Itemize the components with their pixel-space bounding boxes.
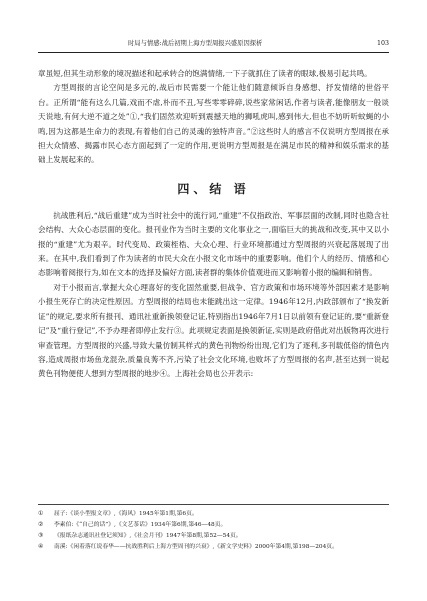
- footnote-text: 南溪:《闲着落红说春华——抗战胜利后上海方型周刊的兴衰》,《新文学史料》2000年第4期,第198—204页。: [54, 544, 338, 550]
- footnote: [38, 520, 389, 531]
- paragraph: 章虽短,但其生动形象的境况描述和起承转合的饱满情绪,一下子就抓住了读者的眼球,极易引起共鸣。: [38, 69, 372, 78]
- paragraph: 抗战胜利后,“战后重建”成为当时社会中的流行词,“重建”不仅指政治、军事层面的改制,同时也隐含社会结构、大众心态层面的变化。报刊业作为当时主要的文化事业之一,面临巨大的挑战和改变,其中又以小报的“重建”尤为艰辛。时代变局、政策桎梏、大众心理、行业环境都通过方型周报的兴衰起落展现了出来。在其中,我们看到了作为读者的市民大众在小报文化市场中的重要影响。他们个人的经历、情感和心态影响着阅报行为,如在文本的选择及偏好方面,读者群的集体价值观进而又影响着小报的编辑和销售。: [38, 210, 389, 278]
- paragraph: 方型周报的言论空间是多元的,战后市民需要一个能让他们随意倾诉自身感想、抒发情绪的世俗平台。正所谓“能有这么几篇,戏而不虐,朴而不丑,写些零零碎碎,说些家常闲话,作者与读者,能像朋友一般谈天说地,有何大逆不道之处”①,“我们固然欢迎听到震撼天地的狮吼虎叫,感到伟大,但也不妨听听蚊蝇的小鸣,因为这都是生命力的表现,有着他们自己的灵魂的独特声音。”②这些时人的感言不仅说明方型周报在承担大众情感、揭露市民心态方面起到了一定的作用,更说明方型周报是在满足市民的精神和娱乐需求的基础上发展起来的。: [38, 83, 389, 165]
- footnote: [38, 509, 389, 520]
- page-number: 103: [376, 40, 389, 47]
- running-head: [38, 38, 389, 53]
- paragraph: 对于小报而言,掌握大众心理喜好的变化固然重要,但战争、官方政策和市场环境等外部因素才是影响小报生死存亡的决定性原因。方型周报的结局也未能跳出这一定律。1946年12月,内政部颁布了“换发新证”的规定,要求所有报刊、通讯社重新换领登记证,特别指出1946年7月1日以前领有登记证的,要“重新登记”及“重行登记”,不予办理者即停止发行③。此项规定表面是换领新证,实则是政府借此对出版物再次进行审查管理。方型周报的兴盛,导致大量仿制其样式的黄色刊物纷纷出现,它们为了逐利,多刊载低俗的情色内容,造成周报市场鱼龙混杂,质量良莠不齐,污染了社会文化环境,也败坏了方型周报的名声,甚至达到一说起黄色刊物便使人想到方型周报的地步④。上海社会局也公开表示:: [38, 282, 389, 379]
- footnote-text: 李素伯:《“自己的话”》,《文艺茶话》1934年第6期,第46—48页。: [54, 522, 227, 528]
- running-head-title: 时局与情感:战后初期上海方型周报兴盛原因探析: [128, 40, 263, 47]
- footnote: [38, 531, 389, 542]
- footnote-mark: ④: [38, 544, 44, 550]
- footnote-text: 屈子:《谈小型报文章》,《海风》1945年第1期,第6页。: [54, 511, 198, 517]
- footnote-mark: ①: [38, 511, 44, 517]
- section-heading: 四、结 语: [177, 181, 250, 196]
- footnotes: [38, 504, 389, 553]
- footnote-mark: ②: [38, 522, 44, 528]
- footnote-mark: ③: [38, 533, 44, 539]
- footnote-text: 《报纸杂志通讯社登记须知》,《社会月刊》1947年第8期,第52—54页。: [54, 533, 242, 539]
- body-text: [38, 67, 389, 382]
- footnote: [38, 542, 389, 553]
